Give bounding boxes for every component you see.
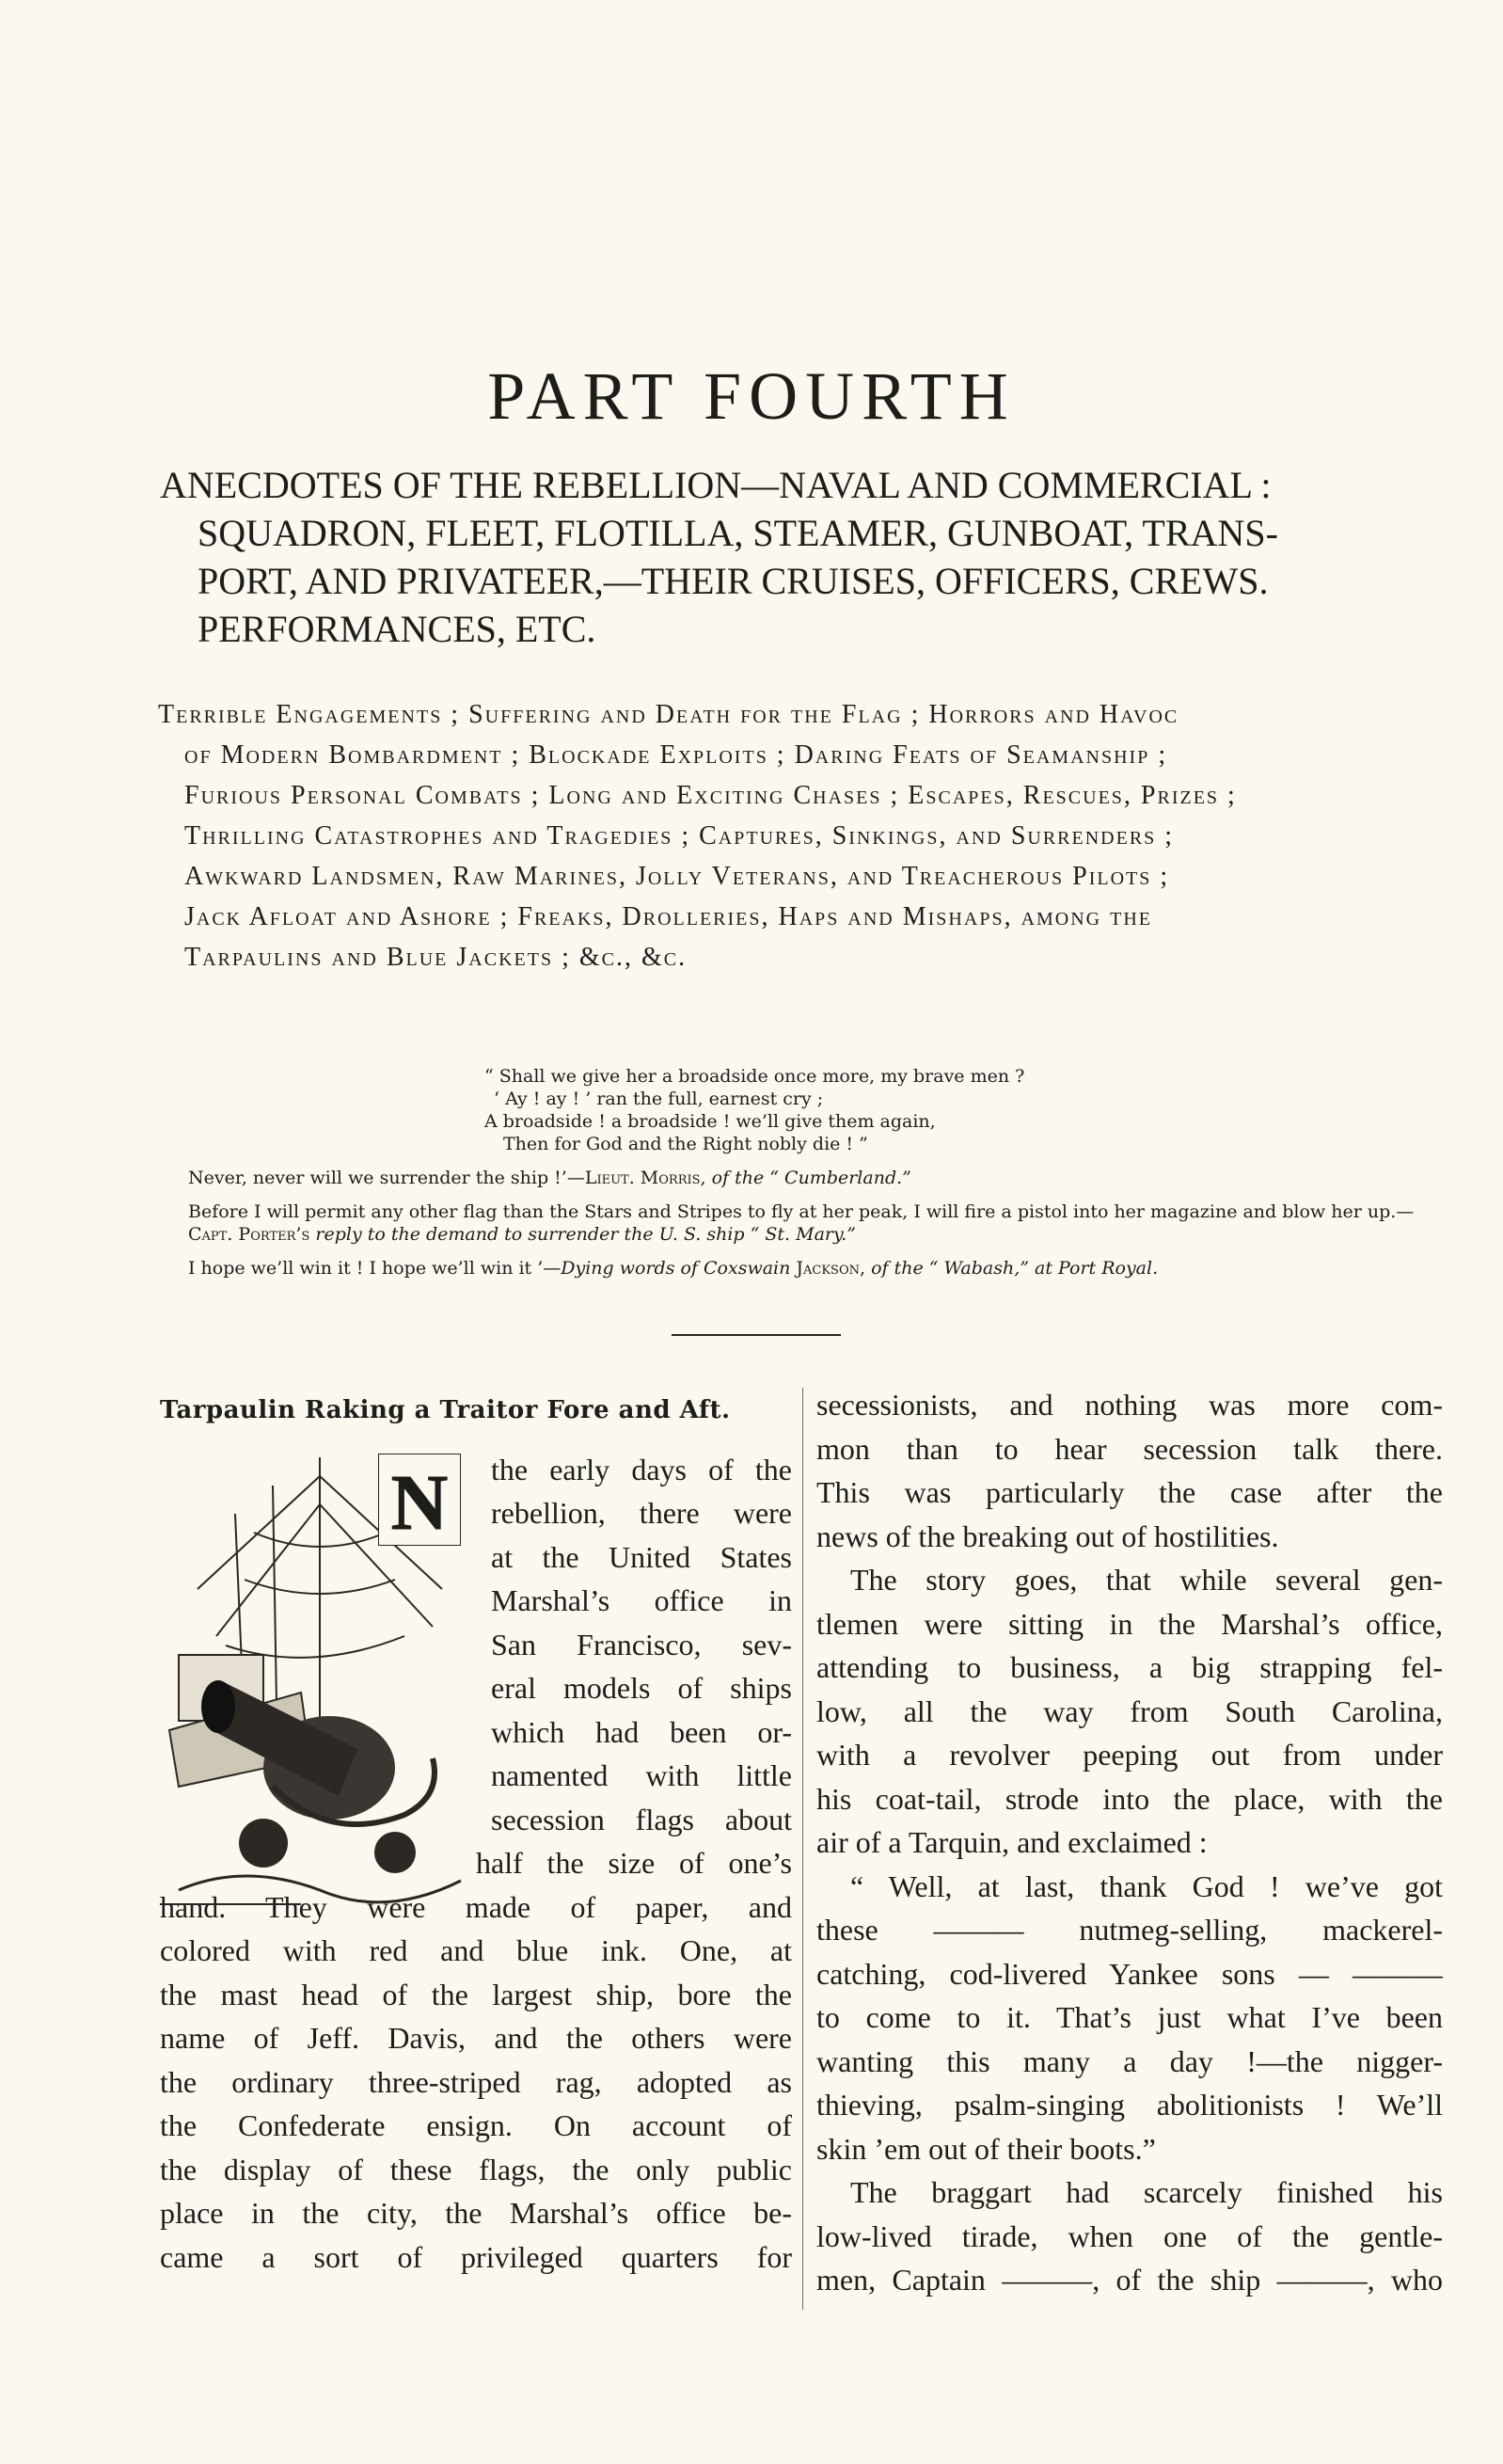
subtitle-line: PERFORMANCES, ETC. (198, 608, 596, 650)
topics-line: Jack Afloat and Ashore ; Freaks, Drolleries, Haps and Mishaps, among the (184, 902, 1152, 931)
text-line: came a sort of privileged quarters for (160, 2239, 792, 2274)
part-title: PART FOURTH (487, 358, 1016, 434)
float-text (476, 1448, 792, 1885)
text-line: thieving, psalm-singing abolitionists ! We’ll (816, 2088, 1443, 2122)
text-line: secessionists, and nothing was more com- (816, 1388, 1443, 1422)
text-line: his coat-tail, strode into the place, with the (816, 1781, 1443, 1816)
text-line: San Francisco, sev- (491, 1627, 792, 1661)
text-line: with a revolver peeping out from under (816, 1738, 1443, 1772)
quote-attribution: Lieut. Morris, (584, 1168, 706, 1188)
text-line: colored with red and blue ink. One, at (160, 1933, 792, 1967)
subtitle-line: ANECDOTES OF THE REBELLION—NAVAL AND COMMERCIAL : (160, 464, 1272, 506)
text-line: attending to business, a big strapping fel- (816, 1650, 1443, 1684)
text-line: at the United States (491, 1539, 792, 1574)
part-subtitle (160, 461, 1458, 653)
epigraphs (188, 1065, 1448, 1280)
text-line: hand. They were made of paper, and (160, 1889, 792, 1924)
text-line: news of the breaking out of hostilities. (816, 1518, 1279, 1553)
subtitle-line: PORT, AND PRIVATEER,—THEIR CRUISES, OFFICERS, CREWS. (198, 560, 1269, 602)
topics-summary (158, 694, 1447, 978)
quote-source: of the “ Wabash,” at Port Royal. (871, 1258, 1159, 1279)
topics-line: Tarpaulins and Blue Jackets ; &c., &c. (184, 943, 688, 972)
text-line: low, all the way from South Carolina, (816, 1693, 1443, 1728)
topics-line: of Modern Bombardment ; Blockade Exploits ; Daring Feats of Seamanship ; (184, 740, 1168, 770)
text-line: eral models of ships (491, 1671, 792, 1705)
text-line: rebellion, there were (491, 1496, 792, 1530)
poem-line: Then for God and the Right nobly die ! ” (503, 1134, 868, 1154)
poem-line: “ Shall we give her a broadside once more, my brave men ? (484, 1066, 1025, 1087)
quote-text: I hope we’ll win it ! I hope we’ll win it ’— (188, 1258, 562, 1279)
text-line: skin ’em out of their boots.” (816, 2131, 1156, 2166)
topics-line: Thrilling Catastrophes and Tragedies ; Captures, Sinkings, and Surrenders ; (184, 821, 1175, 850)
text-line: mon than to hear secession talk there. (816, 1431, 1443, 1466)
text-line: the Confederate ensign. On account of (160, 2108, 792, 2142)
section-rule (672, 1334, 841, 1336)
article-title: Tarpaulin Raking a Traitor Fore and Aft. (160, 1396, 731, 1424)
quote-attribution: Capt. Porter’s (188, 1224, 310, 1245)
quote-source: of the “ Cumberland.” (711, 1168, 911, 1188)
quote-attribution: Jackson, (796, 1258, 866, 1279)
text-line: name of Jeff. Davis, and the others were (160, 2021, 792, 2055)
dropcap-letter (378, 1454, 461, 1546)
topics-line: Furious Personal Combats ; Long and Exciting Chases ; Escapes, Rescues, Prizes ; (184, 781, 1237, 810)
poem-line: A broadside ! a broadside ! we’ll give them again, (484, 1111, 936, 1132)
epigraph-quote-porter (160, 1200, 1448, 1246)
text-line: low-lived tirade, when one of the gentle- (816, 2218, 1443, 2253)
text-line: tlemen were sitting in the Marshal’s office, (816, 1606, 1443, 1641)
text-line: the early days of the (491, 1452, 792, 1486)
quote-source: Dying words of Coxswain (561, 1258, 791, 1279)
text-line: air of a Tarquin, and exclaimed : (816, 1825, 1208, 1859)
text-line: catching, cod-livered Yankee sons — ——— (816, 1956, 1443, 1991)
text-line: these ——— nutmeg-selling, mackerel- (816, 1913, 1443, 1947)
quote-source: reply to the demand to surrender the U. S. ship “ St. Mary.” (315, 1224, 856, 1245)
epigraph-quote-morris (188, 1167, 1448, 1189)
text-line: wanting this many a day !—the nigger- (816, 2043, 1443, 2078)
epigraph-quote-jackson (188, 1257, 1448, 1280)
text-line: the ordinary three-striped rag, adopted as (160, 2064, 792, 2099)
quote-text: Before I will permit any other flag than the Stars and Stripes to fly at her peak, I will fire a pistol into her magazine and blow her up.— (188, 1201, 1415, 1222)
topics-line: Awkward Landsmen, Raw Marines, Jolly Veterans, and Treacherous Pilots ; (184, 862, 1170, 891)
quote-text: Never, never will we surrender the ship !’— (188, 1168, 585, 1188)
column-divider (802, 1388, 803, 2310)
subtitle-line: SQUADRON, FLEET, FLOTILLA, STEAMER, GUNBOAT, TRANS- (198, 512, 1278, 554)
text-line: “ Well, at last, thank God ! we’ve got (850, 1868, 1443, 1903)
text-line: The braggart had scarcely finished his (850, 2175, 1443, 2209)
right-column (816, 1383, 1443, 2302)
text-line: which had been or- (491, 1714, 792, 1749)
dropcap-glyph: N (390, 1458, 449, 1546)
epigraph-poem (188, 1065, 1448, 1155)
body-text (160, 1885, 792, 2280)
left-column (160, 1383, 792, 2279)
text-line: namented with little (491, 1758, 792, 1792)
text-line: the display of these flags, the only public (160, 2152, 792, 2186)
text-line: Marshal’s office in (491, 1583, 792, 1617)
text-line: men, Captain ———, of the ship ———, who (816, 2263, 1443, 2297)
text-line: half the size of one’s (476, 1846, 792, 1880)
text-line: This was particularly the case after the (816, 1475, 1443, 1509)
poem-line: ‘ Ay ! ay ! ’ ran the full, earnest cry ; (494, 1089, 824, 1109)
topics-line: Terrible Engagements ; Suffering and Death for the Flag ; Horrors and Havoc (158, 700, 1179, 729)
illustration-block (160, 1448, 792, 1885)
text-line: the mast head of the largest ship, bore the (160, 1977, 792, 2011)
text-line: The story goes, that while several gen- (850, 1563, 1443, 1597)
text-line: secession flags about (491, 1802, 792, 1836)
text-line: to come to it. That’s just what I’ve been (816, 2000, 1443, 2034)
text-line: place in the city, the Marshal’s office be- (160, 2196, 792, 2230)
